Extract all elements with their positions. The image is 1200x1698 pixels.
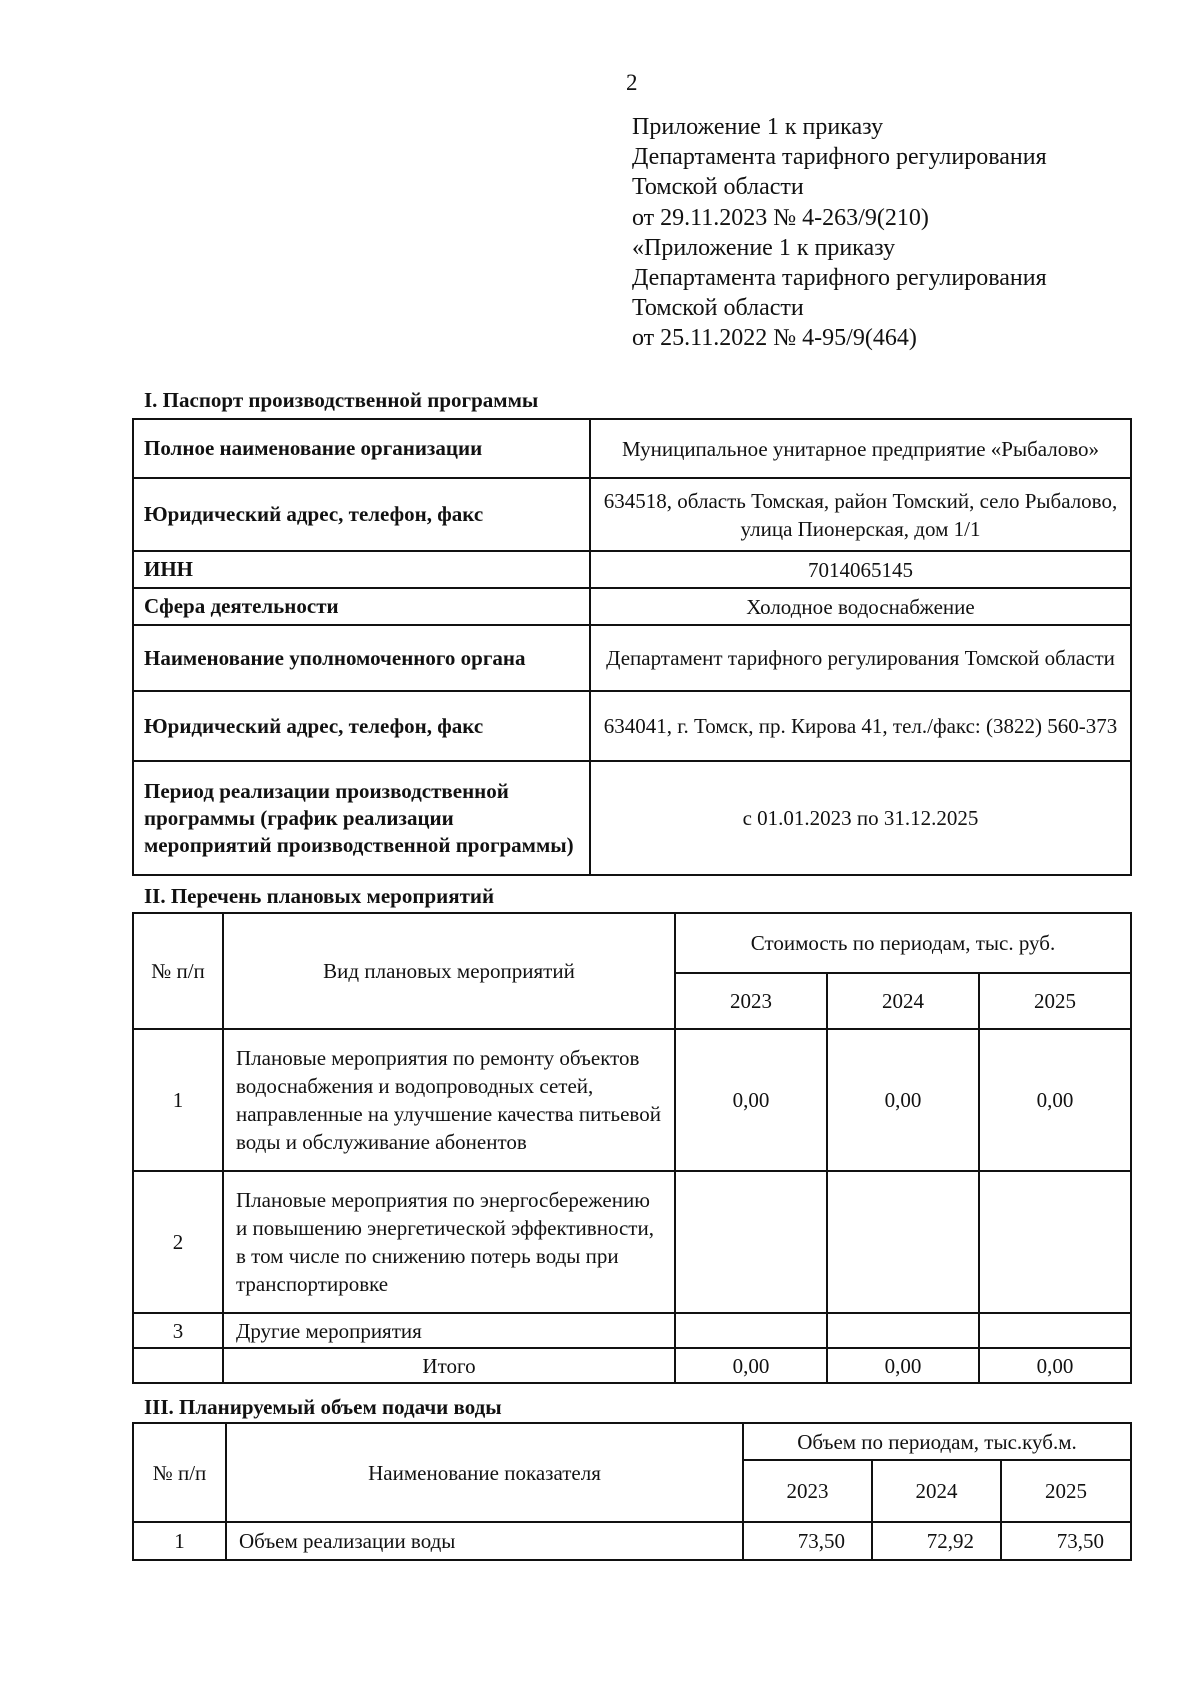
measure-description: Другие мероприятия [223,1313,675,1348]
cost-cell [979,1171,1131,1313]
column-header-kind: Вид плановых мероприятий [223,913,675,1029]
total-cell: 0,00 [827,1348,979,1383]
cost-cell [675,1313,827,1348]
row-number: 2 [133,1171,223,1313]
page-number: 2 [626,70,638,95]
measure-description: Плановые мероприятия по ремонту объектов водоснабжения и водопроводных сетей, направленные на улучшение качества питьевой воды и обслуживание абонентов [223,1029,675,1171]
indicator-name: Объем реализации воды [226,1522,743,1560]
total-row [133,1348,1131,1383]
table-row [133,419,1131,478]
column-header-year: 2024 [872,1460,1001,1522]
row-number: 3 [133,1313,223,1348]
passport-value: Муниципальное унитарное предприятие «Рыбалово» [590,419,1131,478]
column-header-name: Наименование показателя [226,1423,743,1522]
passport-value: 634041, г. Томск, пр. Кирова 41, тел./факс: (3822) 560-373 [590,691,1131,761]
approval-line: от 25.11.2022 № 4-95/9(464) [632,325,917,352]
column-header-year: 2025 [979,973,1131,1029]
row-number: 1 [133,1029,223,1171]
approval-line: Департамента тарифного регулирования [632,144,1047,171]
column-header-year: 2024 [827,973,979,1029]
column-header-year: 2023 [675,973,827,1029]
column-header-cost: Стоимость по периодам, тыс. руб. [675,913,1131,973]
row-number: 1 [133,1522,226,1560]
table-row [133,551,1131,588]
approval-line: «Приложение 1 к приказу [632,234,896,261]
passport-value: Департамент тарифного регулирования Томской области [590,625,1131,691]
cost-cell [979,1313,1131,1348]
cost-cell [827,1171,979,1313]
volume-cell: 73,50 [1001,1522,1131,1560]
passport-key: Полное наименование организации [133,419,590,478]
table-row [133,588,1131,625]
table-row [133,691,1131,761]
table-row [133,478,1131,551]
cost-cell [827,1313,979,1348]
column-header-year: 2023 [743,1460,872,1522]
column-header-year: 2025 [1001,1460,1131,1522]
cost-cell: 0,00 [979,1029,1131,1171]
table-header-row [133,1423,1131,1460]
approval-line: Департамента тарифного регулирования [632,265,1047,292]
measure-description: Плановые мероприятия по энергосбережению и повышению энергетической эффективности, в том числе по снижению потерь воды при транспортировке [223,1171,675,1313]
total-cell: 0,00 [979,1348,1131,1383]
passport-table [132,418,1132,876]
passport-value: 634518, область Томская, район Томский, село Рыбалово, улица Пионерская, дом 1/1 [590,478,1131,551]
volume-cell: 73,50 [743,1522,872,1560]
approval-stamp [632,112,1047,354]
approval-line: Томской области [632,295,804,322]
column-header-num: № п/п [133,913,223,1029]
approval-line: от 29.11.2023 № 4-263/9(210) [632,204,929,231]
table-header-row [133,913,1131,973]
section-2-title: II. Перечень плановых мероприятий [144,884,495,908]
passport-key: Сфера деятельности [133,588,590,625]
passport-value: с 01.01.2023 по 31.12.2025 [590,761,1131,875]
table-row [133,1029,1131,1171]
table-row [133,1171,1131,1313]
volume-table [132,1422,1132,1561]
passport-key: Юридический адрес, телефон, факс [133,478,590,551]
total-cell: 0,00 [675,1348,827,1383]
total-label: Итого [223,1348,675,1383]
passport-key: Наименование уполномоченного органа [133,625,590,691]
table-row [133,1522,1131,1560]
approval-line: Приложение 1 к приказу [632,114,884,140]
passport-key: Юридический адрес, телефон, факс [133,691,590,761]
section-3-title: III. Планируемый объем подачи воды [144,1395,502,1419]
cost-cell: 0,00 [827,1029,979,1171]
cost-cell [675,1171,827,1313]
section-1-title: I. Паспорт производственной программы [144,388,539,412]
table-row [133,625,1131,691]
measures-table [132,912,1132,1384]
column-header-num: № п/п [133,1423,226,1522]
approval-line: Томской области [632,174,804,201]
passport-value: Холодное водоснабжение [590,588,1131,625]
table-row [133,761,1131,875]
empty-cell [133,1348,223,1383]
passport-key: Период реализации производственной программы (график реализации мероприятий производственной программы) [133,761,590,875]
volume-cell: 72,92 [872,1522,1001,1560]
passport-key: ИНН [133,551,590,588]
table-row [133,1313,1131,1348]
passport-value: 7014065145 [590,551,1131,588]
cost-cell: 0,00 [675,1029,827,1171]
column-header-volume: Объем по периодам, тыс.куб.м. [743,1423,1131,1460]
